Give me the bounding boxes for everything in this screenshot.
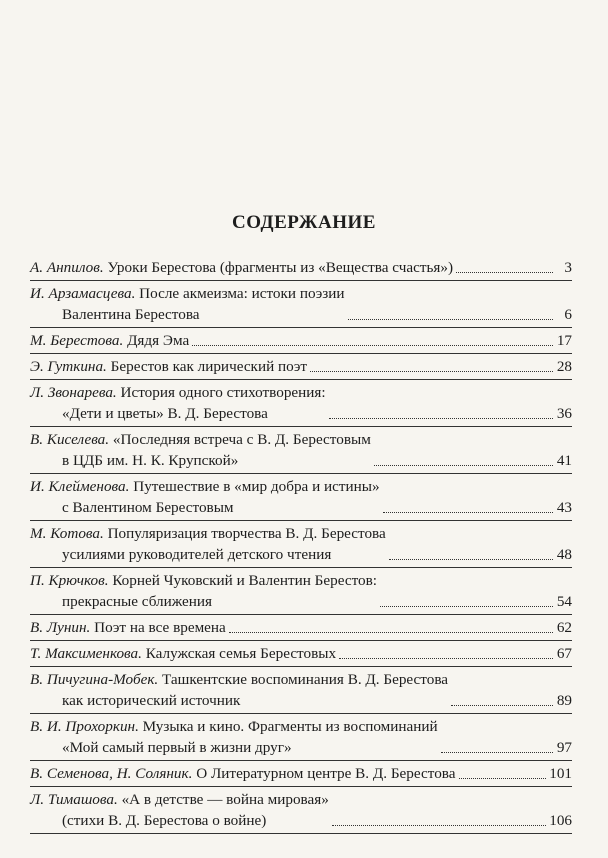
toc-title-line: Ташкентские воспоминания В. Д. Берестова	[158, 671, 449, 688]
toc-title-line: (стихи В. Д. Берестова о войне)	[62, 812, 267, 829]
toc-entry	[30, 255, 572, 281]
toc-entry-text	[30, 763, 456, 784]
dot-leader	[380, 606, 553, 607]
toc-page-number: 41	[556, 452, 572, 469]
toc-entry-text	[30, 429, 371, 471]
toc-title-line: Дядя Эма	[123, 332, 190, 349]
toc-entry-text	[30, 523, 386, 565]
toc-title-line: «Последняя встреча с В. Д. Берестовым	[109, 431, 371, 448]
dot-leader	[332, 825, 546, 826]
toc-entry	[30, 761, 572, 787]
dot-leader	[374, 465, 553, 466]
toc-page-number: 3	[564, 259, 572, 276]
page-title: СОДЕРЖАНИЕ	[0, 212, 608, 240]
toc-entry-text	[30, 570, 377, 612]
toc-entry	[30, 354, 572, 380]
toc-page-number: 48	[556, 546, 572, 563]
dot-leader	[441, 752, 553, 753]
toc-author: В. Пичугина-Мобек.	[30, 671, 159, 688]
dot-leader	[310, 371, 553, 372]
dot-leader	[459, 778, 547, 779]
dot-leader	[389, 559, 553, 560]
toc-page-number: 43	[556, 499, 572, 516]
toc-entry	[30, 787, 572, 834]
toc-author: Л. Звонарева.	[30, 384, 117, 401]
toc-entry-text	[30, 789, 329, 831]
dot-leader	[348, 319, 554, 320]
toc-page-number: 62	[556, 619, 572, 636]
toc-title-line: Корней Чуковский и Валентин Берестов:	[108, 572, 377, 589]
toc-entry	[30, 615, 572, 641]
toc-author: Т. Максименкова.	[30, 645, 142, 662]
toc-title-line: «Мой самый первый в жизни друг»	[62, 739, 292, 756]
toc-title-line: Берестов как лирический поэт	[106, 358, 308, 375]
toc-entry-text	[30, 617, 226, 638]
toc-page-number: 97	[556, 739, 572, 756]
toc-title-line: в ЦДБ им. Н. К. Крупской»	[62, 452, 239, 469]
toc-entry-text	[30, 643, 336, 664]
toc-title-line: с Валентином Берестовым	[62, 499, 234, 516]
toc-entry	[30, 380, 572, 427]
toc-entry	[30, 474, 572, 521]
toc-title-line: После акмеизма: истоки поэзии	[135, 285, 345, 302]
toc-author: И. Клейменова.	[30, 478, 130, 495]
toc-entry-text	[30, 382, 326, 424]
dot-leader	[329, 418, 553, 419]
toc-title-line: Музыка и кино. Фрагменты из воспоминаний	[138, 718, 438, 735]
dot-leader	[229, 632, 553, 633]
toc-entry	[30, 521, 572, 568]
toc-page-number: 101	[549, 765, 572, 782]
toc-title-line: Поэт на все времена	[90, 619, 226, 636]
toc-entry-text	[30, 669, 448, 711]
toc-page-number: 106	[549, 812, 572, 829]
toc-entry	[30, 427, 572, 474]
toc-page-number: 89	[556, 692, 572, 709]
toc-author: М. Котова.	[30, 525, 104, 542]
toc-entry-text	[30, 330, 189, 351]
toc-entry	[30, 641, 572, 667]
toc-author: В. И. Прохоркин.	[30, 718, 139, 735]
toc-author: В. Семенова, Н. Соляник.	[30, 765, 193, 782]
toc-entry-text	[30, 283, 345, 325]
dot-leader	[192, 345, 553, 346]
dot-leader	[339, 658, 553, 659]
dot-leader	[383, 512, 553, 513]
toc-title-line: Калужская семья Берестовых	[141, 645, 337, 662]
toc-page-number: 6	[564, 306, 572, 323]
toc-entry-text	[30, 716, 438, 758]
toc-title-line: Путешествие в «мир добра и истины»	[129, 478, 380, 495]
toc-title-line: прекрасные сближения	[62, 593, 213, 610]
toc-entry-text	[30, 356, 307, 377]
toc-title-line: Популяризация творчества В. Д. Берестова	[103, 525, 386, 542]
toc-entry	[30, 328, 572, 354]
toc-entry-text	[30, 476, 380, 518]
toc-entry-text	[30, 257, 453, 278]
toc-title-line: Уроки Берестова (фрагменты из «Вещества счастья»)	[103, 259, 454, 276]
toc-page-number: 54	[556, 593, 572, 610]
toc-author: П. Крючков.	[30, 572, 109, 589]
table-of-contents	[30, 255, 572, 834]
toc-author: В. Киселева.	[30, 431, 110, 448]
bleed-through-text	[40, 0, 600, 150]
toc-author: Л. Тимашова.	[30, 791, 118, 808]
toc-title-line: О Литературном центре В. Д. Берестова	[192, 765, 456, 782]
toc-entry	[30, 714, 572, 761]
toc-page-number: 17	[556, 332, 572, 349]
toc-title-line: История одного стихотворения:	[116, 384, 326, 401]
toc-entry	[30, 281, 572, 328]
dot-leader	[456, 272, 553, 273]
toc-page-number: 28	[556, 358, 572, 375]
toc-entry	[30, 568, 572, 615]
toc-author: Э. Гуткина.	[30, 358, 107, 375]
toc-title-line: «А в детстве — война мировая»	[117, 791, 329, 808]
toc-title-line: «Дети и цветы» В. Д. Берестова	[62, 405, 268, 422]
dot-leader	[451, 705, 553, 706]
toc-author: М. Берестова.	[30, 332, 124, 349]
toc-author: А. Анпилов.	[30, 259, 104, 276]
toc-title-line: как исторический источник	[62, 692, 241, 709]
toc-entry	[30, 667, 572, 714]
toc-page-number: 36	[556, 405, 572, 422]
toc-author: В. Лунин.	[30, 619, 91, 636]
toc-title-line: Валентина Берестова	[62, 306, 200, 323]
toc-author: И. Арзамасцева.	[30, 285, 136, 302]
toc-page-number: 67	[556, 645, 572, 662]
toc-title-line: усилиями руководителей детского чтения	[62, 546, 332, 563]
